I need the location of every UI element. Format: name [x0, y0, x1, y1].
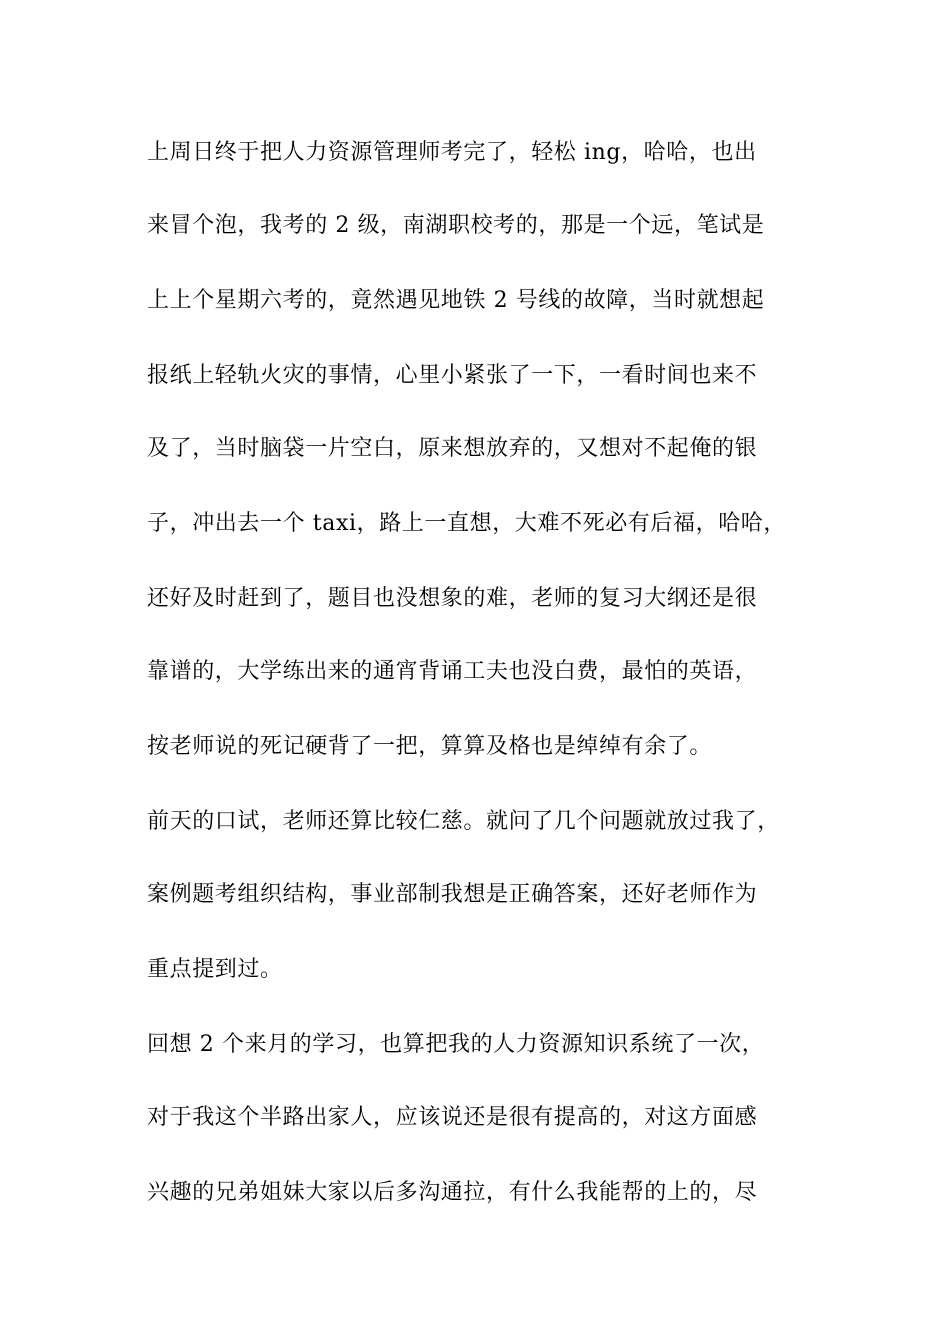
text-line: 前天的口试，老师还算比较仁慈。就问了几个问题就放过我了， [147, 809, 780, 834]
text-line: 及了，当时脑袋一片空白，原来想放弃的，又想对不起俺的银 [147, 436, 758, 461]
text-line: 案例题考组织结构，事业部制我想是正确答案，还好老师作为 [147, 882, 758, 907]
text-line: 按老师说的死记硬背了一把，算算及格也是绰绰有余了。 [147, 734, 713, 759]
text-line: 对于我这个半路出家人，应该说还是很有提高的，对这方面感 [147, 1105, 758, 1130]
text-line: 上周日终于把人力资源管理师考完了，轻松 ing，哈哈，也出 [147, 140, 757, 165]
text-line: 回想 2 个来月的学习，也算把我的人力资源知识系统了一次， [147, 1032, 765, 1057]
text-line: 来冒个泡，我考的 2 级，南湖职校考的，那是一个远，笔试是 [147, 213, 765, 238]
text-line: 靠谱的，大学练出来的通宵背诵工夫也没白费，最怕的英语， [147, 659, 758, 684]
text-line: 还好及时赶到了，题目也没想象的难，老师的复习大纲还是很 [147, 586, 758, 611]
text-line: 兴趣的兄弟姐妹大家以后多沟通拉，有什么我能帮的上的，尽 [147, 1180, 758, 1205]
text-line: 子，冲出去一个 taxi，路上一直想，大难不死必有后福，哈哈， [147, 511, 786, 536]
text-line: 上上个星期六考的，竟然遇见地铁 2 号线的故障，当时就想起 [147, 288, 765, 313]
text-line: 报纸上轻轨火灾的事情，心里小紧张了一下，一看时间也来不 [147, 363, 758, 388]
text-line: 重点提到过。 [147, 957, 283, 982]
